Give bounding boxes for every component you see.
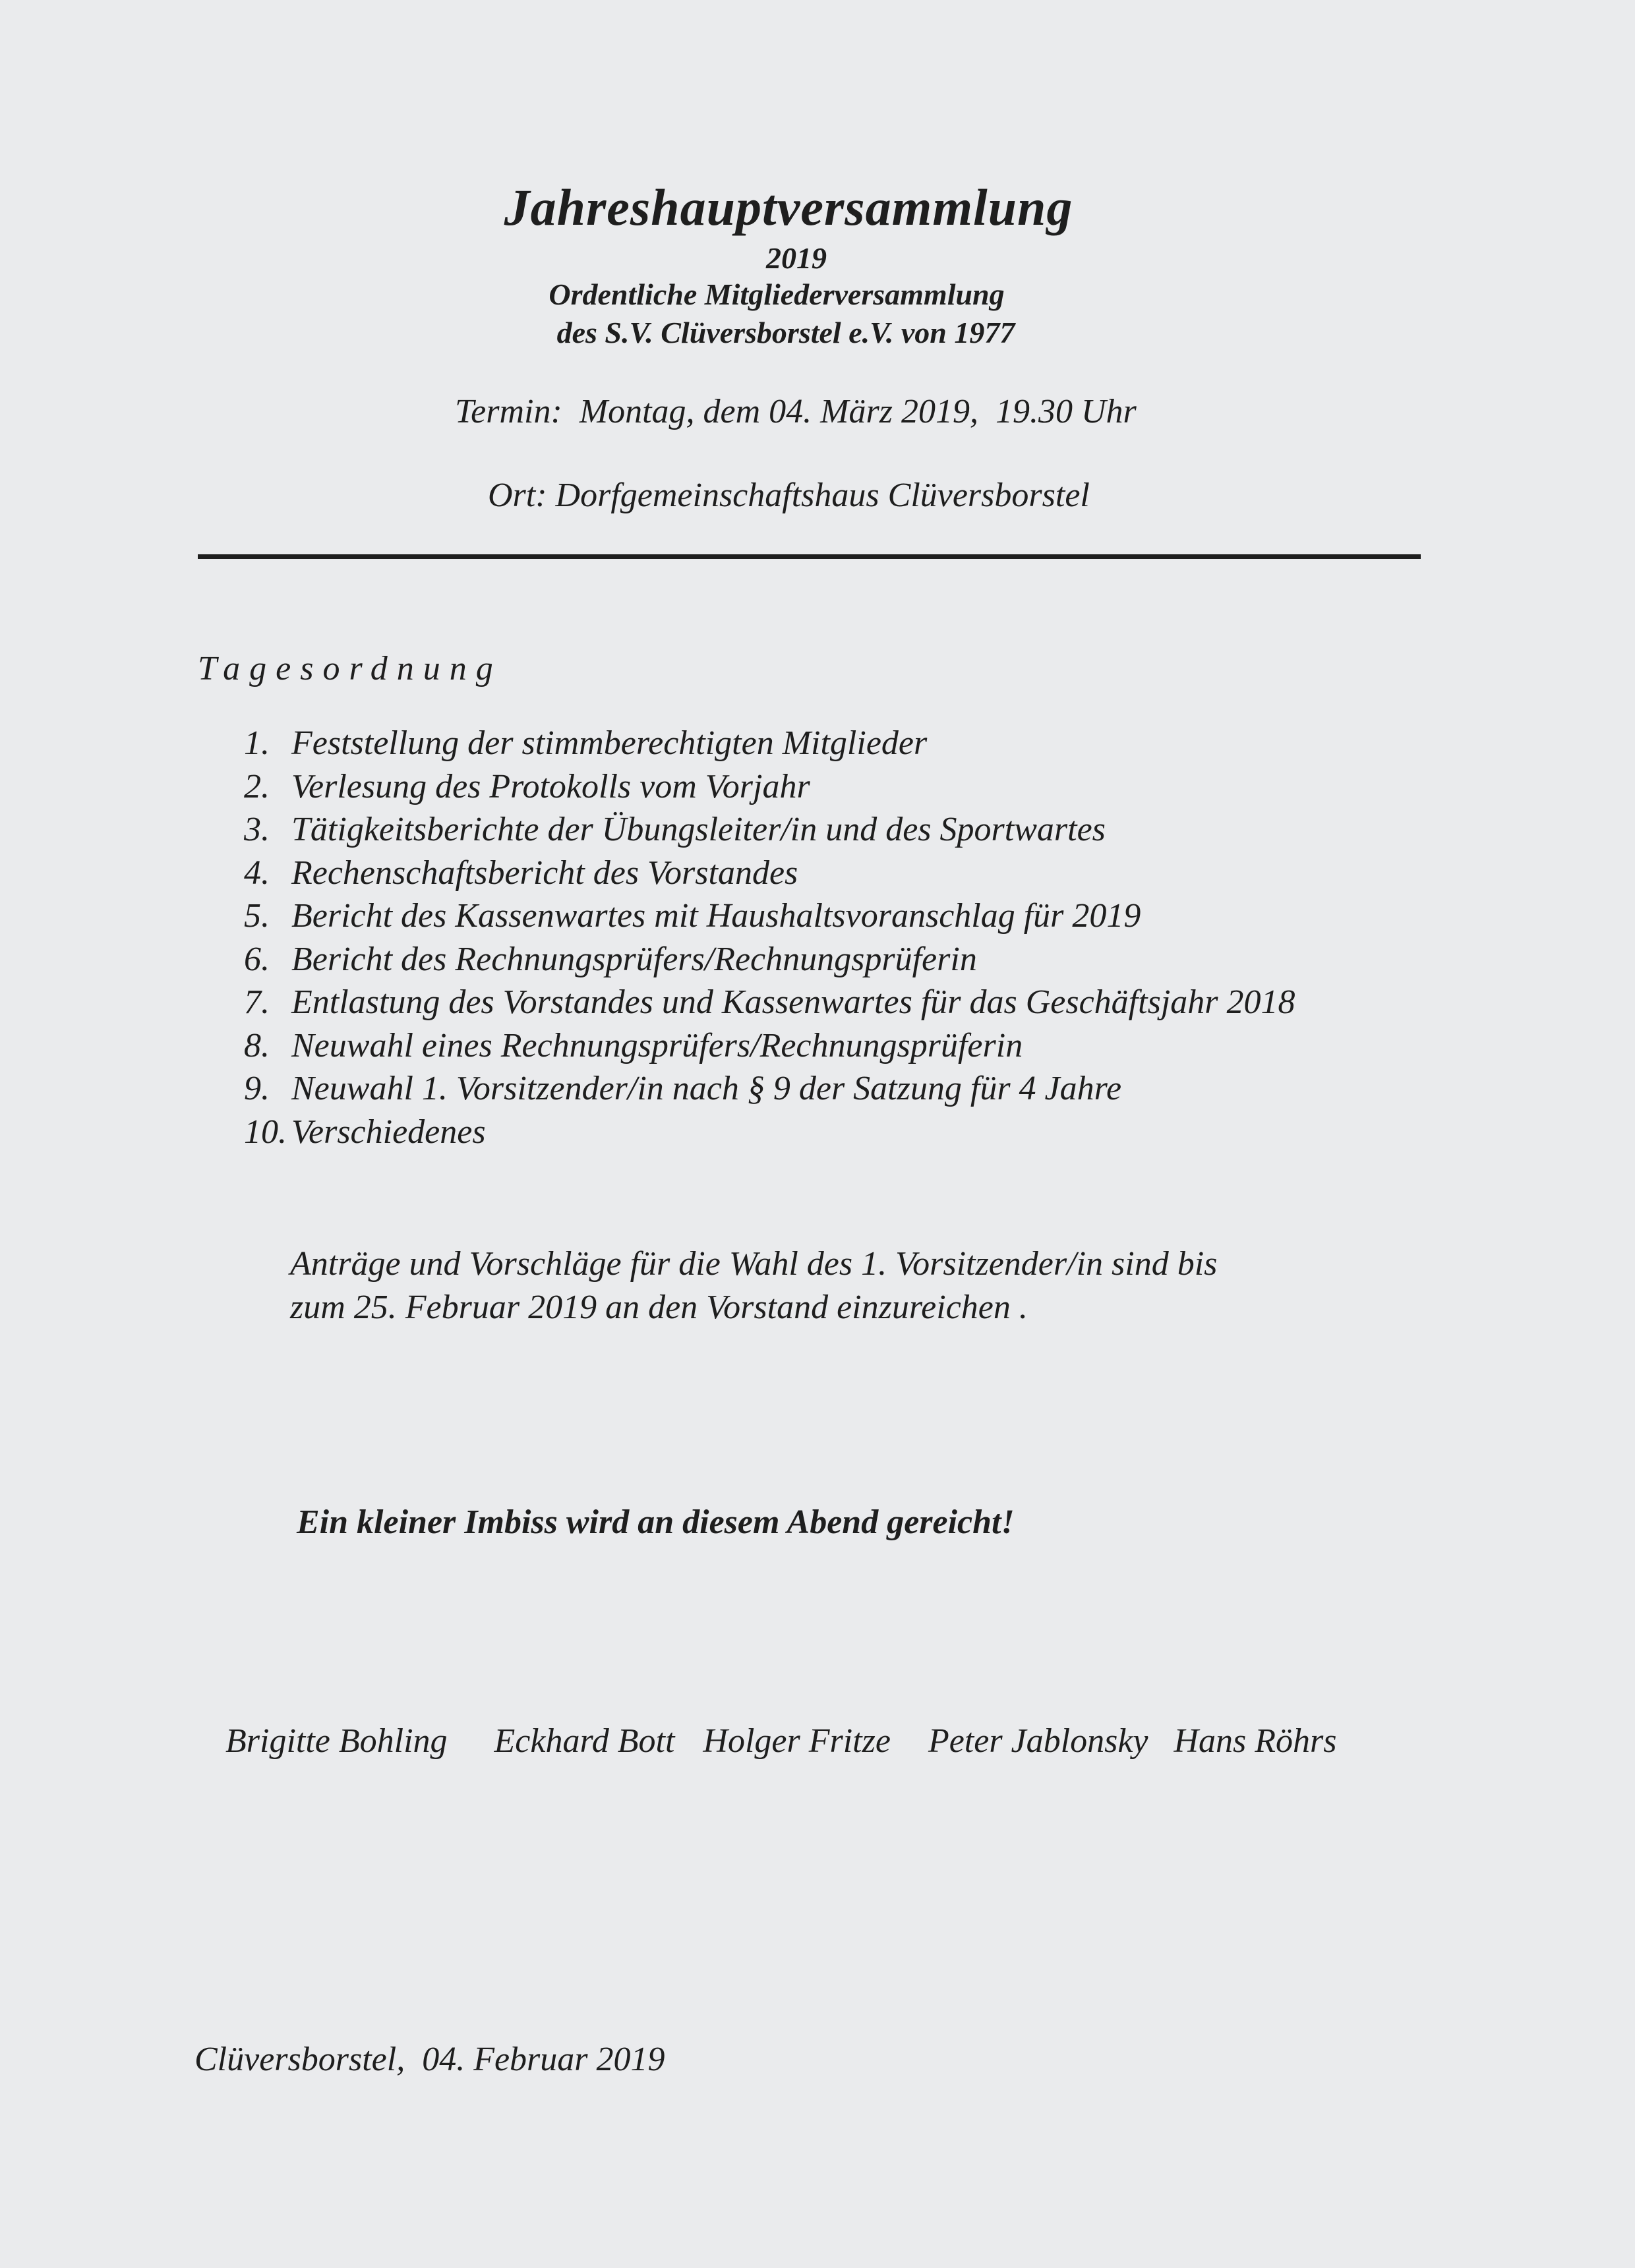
signers-row [225, 1722, 1337, 1760]
agenda-item-number: 1. [244, 724, 270, 762]
agenda-item-text: Entlastung des Vorstandes und Kassenwartes für das Geschäftsjahr 2018 [291, 983, 1295, 1021]
snack-notice: Ein kleiner Imbiss wird an diesem Abend gereicht! [297, 1503, 1015, 1541]
agenda-item-text: Rechenschaftsbericht des Vorstandes [291, 854, 798, 892]
signer-name: Peter Jablonsky [928, 1722, 1148, 1760]
meeting-date: Termin: Montag, dem 04. März 2019, 19.30 Uhr [455, 393, 1137, 430]
signer-name: Brigitte Bohling [225, 1722, 448, 1760]
document-subtitle-line1: Ordentliche Mitgliederversammlung [549, 277, 1005, 311]
agenda-item-text: Tätigkeitsberichte der Übungsleiter/in und des Sportwartes [291, 811, 1106, 848]
agenda-item [244, 1024, 1295, 1068]
agenda-item-text: Neuwahl 1. Vorsitzender/in nach § 9 der Satzung für 4 Jahre [291, 1070, 1122, 1107]
agenda-item [244, 765, 1295, 809]
agenda-item-number: 8. [244, 1026, 270, 1064]
submission-note-line1: Anträge und Vorschläge für die Wahl des 1. Vorsitzender/in sind bis [290, 1245, 1218, 1283]
document-year: 2019 [766, 241, 827, 275]
meeting-location: Ort: Dorfgemeinschaftshaus Clüversborstel [488, 477, 1090, 514]
agenda-item-text: Bericht des Rechnungsprüfers/Rechnungsprüferin [291, 940, 977, 978]
agenda-item [244, 852, 1295, 895]
document-title: Jahreshauptversammlung [504, 179, 1073, 236]
document-subtitle-line2: des S.V. Clüversborstel e.V. von 1977 [556, 316, 1015, 349]
signer-name: Hans Röhrs [1174, 1722, 1337, 1760]
agenda-item [244, 938, 1295, 981]
agenda-item-text: Neuwahl eines Rechnungsprüfers/Rechnungsprüferin [291, 1026, 1023, 1064]
agenda-item-number: 6. [244, 940, 270, 978]
agenda-item [244, 722, 1295, 765]
agenda-item-number: 9. [244, 1070, 270, 1107]
agenda-item-text: Verlesung des Protokolls vom Vorjahr [291, 767, 810, 805]
agenda-item [244, 1067, 1295, 1111]
agenda-item-number: 5. [244, 897, 270, 935]
submission-note [290, 1242, 1217, 1329]
agenda-list [244, 722, 1295, 1153]
place-and-date: Clüversborstel, 04. Februar 2019 [194, 2041, 665, 2078]
agenda-item-number: 2. [244, 767, 270, 805]
agenda-item-number: 3. [244, 811, 270, 848]
submission-note-line2: zum 25. Februar 2019 an den Vorstand einzureichen . [290, 1289, 1028, 1326]
agenda-item-text: Verschiedenes [291, 1113, 486, 1151]
signer-name: Holger Fritze [703, 1722, 891, 1760]
agenda-item [244, 894, 1295, 938]
signer-name: Eckhard Bott [494, 1722, 675, 1760]
agenda-item-number: 7. [244, 983, 270, 1021]
agenda-item-text: Bericht des Kassenwartes mit Haushaltsvoranschlag für 2019 [291, 897, 1141, 935]
agenda-item [244, 1111, 1295, 1154]
agenda-item [244, 981, 1295, 1024]
agenda-item-number: 10. [244, 1113, 287, 1151]
agenda-item-text: Feststellung der stimmberechtigten Mitglieder [291, 724, 928, 762]
agenda-item [244, 808, 1295, 852]
agenda-heading: Tagesordnung [198, 650, 502, 687]
header-divider [198, 554, 1421, 559]
agenda-item-number: 4. [244, 854, 270, 892]
